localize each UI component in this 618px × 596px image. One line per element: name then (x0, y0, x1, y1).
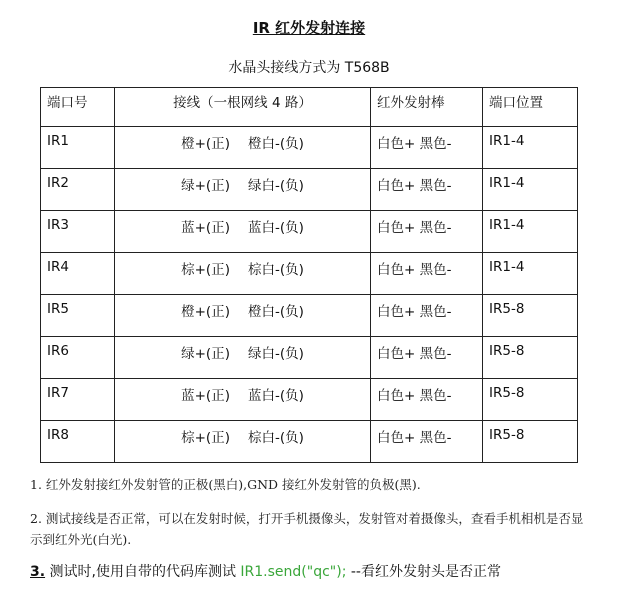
cell-wire (115, 337, 371, 379)
cell-position: IR5-8 (483, 337, 578, 379)
wire-positive: 绿+(正) (181, 178, 230, 194)
table-row (41, 337, 578, 379)
wire-positive: 棕+(正) (181, 262, 230, 278)
table-row (41, 253, 578, 295)
table-row (41, 295, 578, 337)
document-title: IR 红外发射连接 (252, 19, 366, 37)
cell-wire (115, 295, 371, 337)
cell-position: IR1-4 (483, 211, 578, 253)
cell-position: IR1-4 (483, 169, 578, 211)
header-emitter: 红外发射棒 (371, 88, 483, 127)
note-3-number: 3. (30, 564, 46, 580)
header-position: 端口位置 (483, 88, 578, 127)
cell-port: IR6 (41, 337, 115, 379)
cell-wire (115, 211, 371, 253)
note-3-code: IR1.send("qc"); (240, 564, 347, 580)
cell-position: IR5-8 (483, 421, 578, 463)
cell-wire (115, 127, 371, 169)
cell-position: IR1-4 (483, 253, 578, 295)
cell-port: IR8 (41, 421, 115, 463)
note-3-suffix: --看红外发射头是否正常 (346, 564, 501, 580)
cell-emitter: 白色+ 黑色- (371, 295, 483, 337)
wire-negative: 绿白-(负) (247, 346, 304, 362)
cell-port: IR2 (41, 169, 115, 211)
note-1: 1. 红外发射接红外发射管的正极(黑白),GND 接红外发射管的负极(黑). (30, 477, 421, 492)
note-3-text: 测试时,使用自带的代码库测试 (45, 564, 241, 580)
wire-positive: 绿+(正) (181, 346, 230, 362)
table-row (41, 379, 578, 421)
header-port: 端口号 (41, 88, 115, 127)
cell-emitter: 白色+ 黑色- (371, 253, 483, 295)
cell-port: IR4 (41, 253, 115, 295)
wiring-table (40, 87, 578, 463)
table-row (41, 421, 578, 463)
cell-port: IR5 (41, 295, 115, 337)
wire-negative: 蓝白-(负) (247, 388, 304, 404)
cell-port: IR7 (41, 379, 115, 421)
table-row (41, 211, 578, 253)
wire-positive: 蓝+(正) (181, 388, 230, 404)
note-3 (30, 562, 501, 582)
wire-positive: 蓝+(正) (181, 220, 230, 236)
wire-negative: 橙白-(负) (247, 304, 304, 320)
wire-negative: 绿白-(负) (247, 178, 304, 194)
header-wire: 接线（一根网线 4 路） (115, 88, 371, 127)
table-row (41, 169, 578, 211)
cell-wire (115, 379, 371, 421)
cell-position: IR1-4 (483, 127, 578, 169)
wire-negative: 棕白-(负) (247, 262, 304, 278)
cell-emitter: 白色+ 黑色- (371, 379, 483, 421)
note-2: 2. 测试接线是否正常，可以在发射时候，打开手机摄像头，发射管对着摄像头，查看手机相机是否显示到红外光(白光). (30, 511, 584, 547)
cell-emitter: 白色+ 黑色- (371, 127, 483, 169)
table-row (41, 127, 578, 169)
wire-negative: 蓝白-(负) (247, 220, 304, 236)
wire-negative: 棕白-(负) (247, 430, 304, 446)
cell-port: IR1 (41, 127, 115, 169)
cell-emitter: 白色+ 黑色- (371, 421, 483, 463)
cell-position: IR5-8 (483, 295, 578, 337)
cell-emitter: 白色+ 黑色- (371, 337, 483, 379)
wire-positive: 橙+(正) (181, 304, 230, 320)
cell-wire (115, 169, 371, 211)
cell-emitter: 白色+ 黑色- (371, 211, 483, 253)
cell-wire (115, 421, 371, 463)
cell-emitter: 白色+ 黑色- (371, 169, 483, 211)
wire-positive: 棕+(正) (181, 430, 230, 446)
wire-negative: 橙白-(负) (247, 136, 304, 152)
wire-positive: 橙+(正) (181, 136, 230, 152)
cell-wire (115, 253, 371, 295)
cell-port: IR3 (41, 211, 115, 253)
table-header-row (41, 88, 578, 127)
document-subtitle: 水晶头接线方式为 T568B (228, 60, 390, 76)
cell-position: IR5-8 (483, 379, 578, 421)
